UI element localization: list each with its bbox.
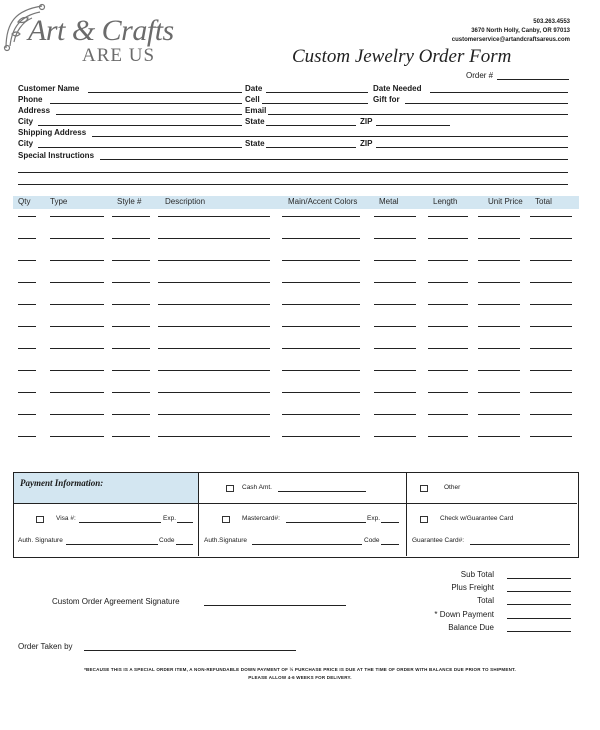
table-cell-field[interactable]	[50, 260, 104, 261]
col-style: Style #	[117, 197, 142, 206]
table-cell-field[interactable]	[282, 260, 360, 261]
gift-for-label: Gift for	[373, 95, 400, 104]
table-cell-field[interactable]	[18, 326, 36, 327]
table-cell-field[interactable]	[18, 436, 36, 437]
table-cell-field[interactable]	[282, 392, 360, 393]
order-taken-by-label: Order Taken by	[18, 642, 73, 651]
table-cell-field[interactable]	[530, 392, 572, 393]
table-cell-field[interactable]	[50, 392, 104, 393]
contact-email: customerservice@artandcraftsareus.com	[451, 37, 570, 43]
state-label: State	[245, 117, 265, 126]
state-field[interactable]	[266, 125, 356, 126]
table-cell-field[interactable]	[50, 370, 104, 371]
table-cell-field[interactable]	[158, 436, 270, 437]
table-cell-field[interactable]	[112, 282, 150, 283]
zip2-field[interactable]	[376, 147, 568, 148]
email-label: Email	[245, 106, 267, 115]
table-cell-field[interactable]	[112, 348, 150, 349]
table-cell-field[interactable]	[112, 216, 150, 217]
table-cell-field[interactable]	[50, 436, 104, 437]
balance-due-label: Balance Due	[448, 623, 494, 632]
table-cell-field[interactable]	[374, 326, 416, 327]
col-colors: Main/Accent Colors	[288, 197, 358, 206]
col-type: Type	[50, 197, 68, 206]
customer-name-field[interactable]	[88, 92, 242, 93]
table-cell-field[interactable]	[282, 436, 360, 437]
table-cell-field[interactable]	[18, 370, 36, 371]
table-cell-field[interactable]	[530, 238, 572, 239]
special-instructions-field-2[interactable]	[18, 172, 568, 173]
table-cell-field[interactable]	[50, 282, 104, 283]
table-cell-field[interactable]	[428, 414, 468, 415]
special-instructions-field-3[interactable]	[18, 184, 568, 185]
table-cell-field[interactable]	[50, 348, 104, 349]
table-cell-field[interactable]	[374, 260, 416, 261]
table-cell-field[interactable]	[112, 326, 150, 327]
state2-label: State	[245, 139, 265, 148]
down-payment-label: * Down Payment	[434, 610, 494, 619]
table-cell-field[interactable]	[428, 216, 468, 217]
gift-for-field[interactable]	[405, 103, 568, 104]
table-cell-field[interactable]	[18, 348, 36, 349]
table-cell-field[interactable]	[18, 392, 36, 393]
cell-label: Cell	[245, 95, 260, 104]
table-cell-field[interactable]	[428, 348, 468, 349]
table-cell-field[interactable]	[428, 392, 468, 393]
guarantee-card-field[interactable]	[470, 544, 570, 545]
visa-label: Visa #:	[56, 515, 76, 522]
table-cell-field[interactable]	[50, 238, 104, 239]
zip-label: ZIP	[360, 117, 373, 126]
mastercard-auth-field[interactable]	[252, 544, 362, 545]
table-cell-field[interactable]	[158, 304, 270, 305]
order-number-field[interactable]	[497, 79, 569, 80]
table-cell-field[interactable]	[282, 216, 360, 217]
table-cell-field[interactable]	[374, 436, 416, 437]
table-cell-field[interactable]	[428, 304, 468, 305]
table-cell-field[interactable]	[530, 348, 572, 349]
date-needed-field[interactable]	[430, 92, 568, 93]
table-cell-field[interactable]	[18, 414, 36, 415]
state2-field[interactable]	[266, 147, 356, 148]
table-cell-field[interactable]	[282, 282, 360, 283]
table-cell-field[interactable]	[374, 282, 416, 283]
sub-total-label: Sub Total	[460, 570, 494, 579]
other-label: Other	[444, 484, 461, 491]
plus-freight-field[interactable]	[507, 591, 571, 592]
items-table-header	[13, 196, 579, 209]
logo-text: Art & Crafts	[28, 14, 174, 47]
table-cell-field[interactable]	[50, 326, 104, 327]
table-cell-field[interactable]	[50, 414, 104, 415]
table-cell-field[interactable]	[18, 238, 36, 239]
mastercard-code-label: Code	[364, 537, 380, 544]
table-cell-field[interactable]	[158, 348, 270, 349]
cash-amt-field[interactable]	[278, 491, 366, 492]
table-cell-field[interactable]	[478, 304, 520, 305]
payment-divider-h	[13, 503, 577, 504]
customer-name-label: Customer Name	[18, 84, 80, 93]
agreement-signature-label: Custom Order Agreement Signature	[52, 597, 180, 606]
contact-block	[350, 18, 570, 45]
table-cell-field[interactable]	[18, 260, 36, 261]
mastercard-field[interactable]	[286, 522, 366, 523]
table-cell-field[interactable]	[530, 216, 572, 217]
col-length: Length	[433, 197, 458, 206]
table-cell-field[interactable]	[282, 414, 360, 415]
table-cell-field[interactable]	[158, 414, 270, 415]
visa-checkbox[interactable]	[36, 516, 44, 523]
mastercard-exp-label: Exp.	[367, 515, 381, 522]
mastercard-label: Mastercard#:	[242, 515, 280, 522]
footer-note-1: *BECAUSE THIS IS A SPECIAL ORDER ITEM, A NON-REFUNDABLE DOWN PAYMENT OF ½ PURCHASE PRICE IS DUE AT THE TIME OF ORDER WITH BALANCE DUE PRIOR TO SHIPMENT.	[84, 667, 516, 672]
table-cell-field[interactable]	[428, 436, 468, 437]
table-cell-field[interactable]	[374, 304, 416, 305]
payment-divider-1	[198, 472, 199, 556]
order-number-label: Order #	[466, 71, 494, 80]
city-field[interactable]	[38, 125, 242, 126]
table-cell-field[interactable]	[478, 436, 520, 437]
total-field[interactable]	[507, 604, 571, 605]
table-cell-field[interactable]	[478, 238, 520, 239]
table-cell-field[interactable]	[478, 414, 520, 415]
table-cell-field[interactable]	[282, 326, 360, 327]
table-cell-field[interactable]	[428, 282, 468, 283]
visa-exp-label: Exp.	[163, 515, 177, 522]
table-cell-field[interactable]	[428, 238, 468, 239]
table-cell-field[interactable]	[530, 282, 572, 283]
date-needed-label: Date Needed	[373, 84, 422, 93]
table-cell-field[interactable]	[428, 326, 468, 327]
col-unit-price: Unit Price	[488, 197, 523, 206]
table-cell-field[interactable]	[530, 414, 572, 415]
table-cell-field[interactable]	[18, 304, 36, 305]
table-cell-field[interactable]	[158, 282, 270, 283]
col-metal: Metal	[379, 197, 399, 206]
cell-field[interactable]	[262, 103, 368, 104]
table-cell-field[interactable]	[428, 370, 468, 371]
table-cell-field[interactable]	[50, 216, 104, 217]
cash-checkbox[interactable]	[226, 485, 234, 492]
visa-code-field[interactable]	[176, 544, 193, 545]
table-cell-field[interactable]	[112, 436, 150, 437]
shipping-address-label: Shipping Address	[18, 128, 87, 137]
page-title: Custom Jewelry Order Form	[292, 46, 512, 67]
shipping-address-field[interactable]	[92, 136, 568, 137]
table-cell-field[interactable]	[374, 348, 416, 349]
plus-freight-label: Plus Freight	[451, 583, 494, 592]
city2-field[interactable]	[38, 147, 242, 148]
table-cell-field[interactable]	[428, 260, 468, 261]
special-instructions-field-1[interactable]	[100, 159, 568, 160]
table-cell-field[interactable]	[374, 392, 416, 393]
visa-field[interactable]	[79, 522, 161, 523]
table-cell-field[interactable]	[530, 304, 572, 305]
table-cell-field[interactable]	[112, 260, 150, 261]
zip2-label: ZIP	[360, 139, 373, 148]
table-cell-field[interactable]	[374, 414, 416, 415]
table-cell-field[interactable]	[282, 348, 360, 349]
city2-label: City	[18, 139, 34, 148]
table-cell-field[interactable]	[158, 238, 270, 239]
table-cell-field[interactable]	[374, 370, 416, 371]
logo-subtext: ARE US	[82, 45, 156, 66]
table-cell-field[interactable]	[478, 216, 520, 217]
table-cell-field[interactable]	[478, 260, 520, 261]
visa-code-label: Code	[159, 537, 175, 544]
table-cell-field[interactable]	[478, 370, 520, 371]
table-cell-field[interactable]	[374, 216, 416, 217]
table-cell-field[interactable]	[478, 326, 520, 327]
table-cell-field[interactable]	[530, 370, 572, 371]
table-cell-field[interactable]	[112, 414, 150, 415]
mastercard-exp-field[interactable]	[381, 522, 399, 523]
table-cell-field[interactable]	[158, 216, 270, 217]
table-cell-field[interactable]	[112, 304, 150, 305]
phone-label: Phone	[18, 95, 43, 104]
table-cell-field[interactable]	[478, 282, 520, 283]
city-label: City	[18, 117, 34, 126]
table-cell-field[interactable]	[158, 326, 270, 327]
address-label: Address	[18, 106, 51, 115]
date-field[interactable]	[266, 92, 368, 93]
table-cell-field[interactable]	[18, 216, 36, 217]
contact-address: 3670 North Holly, Canby, OR 97013	[471, 28, 570, 34]
mastercard-code-field[interactable]	[381, 544, 399, 545]
mastercard-auth-label: Auth.Signature	[204, 537, 248, 544]
total-label: Total	[477, 596, 494, 605]
table-cell-field[interactable]	[374, 238, 416, 239]
mastercard-checkbox[interactable]	[222, 516, 230, 523]
table-cell-field[interactable]	[282, 238, 360, 239]
footer-note-2: PLEASE ALLOW 4-6 WEEKS FOR DELIVERY.	[248, 675, 352, 680]
visa-auth-label: Auth. Signature	[18, 537, 63, 544]
email-field[interactable]	[268, 114, 568, 115]
cash-amt-label: Cash Amt.	[242, 484, 272, 491]
zip-field[interactable]	[376, 125, 450, 126]
check-label: Check w/Guarantee Card	[440, 515, 514, 522]
col-description: Description	[165, 197, 206, 206]
col-qty: Qty	[18, 197, 31, 206]
order-taken-by-field[interactable]	[84, 650, 296, 651]
other-checkbox[interactable]	[420, 485, 428, 492]
payment-divider-2	[406, 472, 407, 556]
contact-phone: 503.263.4553	[533, 19, 570, 25]
table-cell-field[interactable]	[112, 370, 150, 371]
down-payment-field[interactable]	[507, 618, 571, 619]
table-cell-field[interactable]	[158, 260, 270, 261]
visa-exp-field[interactable]	[177, 522, 193, 523]
visa-auth-field[interactable]	[66, 544, 158, 545]
table-cell-field[interactable]	[530, 326, 572, 327]
agreement-signature-field[interactable]	[204, 605, 346, 606]
table-cell-field[interactable]	[282, 370, 360, 371]
table-cell-field[interactable]	[530, 260, 572, 261]
table-cell-field[interactable]	[158, 370, 270, 371]
check-checkbox[interactable]	[420, 516, 428, 523]
table-cell-field[interactable]	[50, 304, 104, 305]
sub-total-field[interactable]	[507, 578, 571, 579]
payment-title: Payment Information:	[20, 478, 104, 488]
guarantee-card-label: Guarantee Card#:	[412, 537, 465, 544]
address-field[interactable]	[56, 114, 242, 115]
col-total: Total	[535, 197, 552, 206]
table-cell-field[interactable]	[18, 282, 36, 283]
balance-due-field[interactable]	[507, 631, 571, 632]
table-cell-field[interactable]	[282, 304, 360, 305]
table-cell-field[interactable]	[112, 238, 150, 239]
special-instructions-label: Special Instructions	[18, 151, 95, 160]
date-label: Date	[245, 84, 263, 93]
table-cell-field[interactable]	[530, 436, 572, 437]
table-cell-field[interactable]	[158, 392, 270, 393]
table-cell-field[interactable]	[478, 392, 520, 393]
table-cell-field[interactable]	[478, 348, 520, 349]
table-cell-field[interactable]	[112, 392, 150, 393]
phone-field[interactable]	[50, 103, 242, 104]
